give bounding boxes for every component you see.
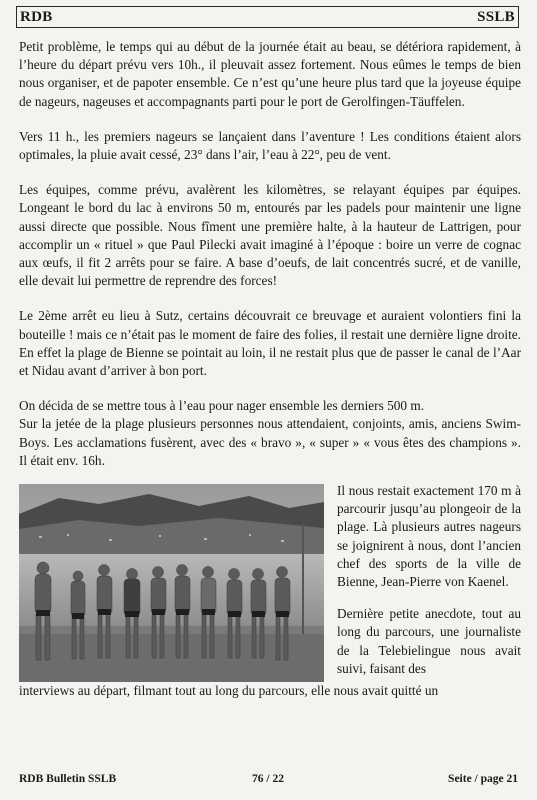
header-right: SSLB (477, 8, 515, 25)
photo-side-text (337, 482, 521, 678)
page-header (16, 6, 519, 28)
paragraph: Il nous restait exactement 170 m à parcourir jusqu’au plongeoir de la plage. Là plusieurs autres nageurs se joignirent à nous, dont l’ancien chef des sports de la ville de Bienne, Jean-Pierre von Kaenel. (337, 483, 521, 590)
paragraph: interviews au départ, filmant tout au long du parcours, elle nous avait quitté un (19, 683, 439, 699)
page-footer (19, 773, 518, 785)
paragraph: Dernière petite anecdote, tout au long du parcours, une journaliste de la Telebielingue nous avait suivi, faisant des (337, 606, 521, 676)
swimmers-group-photo (19, 484, 324, 682)
paragraph: Le 2ème arrêt eu lieu à Sutz, certains découvrait ce breuvage et auraient volontiers fini la bouteille ! mais ce n’était pas le moment de faire des folies, il restait une dernière ligne droite. En effet la plage de Bienne se pointait au loin, il ne restait plus que de passer le canal de l’Aar et Nidau avant d’arriver à bon port. (19, 308, 521, 379)
article-body (19, 38, 521, 717)
footer-right: Seite / page 21 (448, 773, 518, 785)
photo-block (19, 484, 521, 682)
paragraph: Vers 11 h., les premiers nageurs se lançaient dans l’aventure ! Les conditions étaient alors optimales, la pluie avait cessé, 23° dans l’air, l’eau à 22°, peu de vent. (19, 128, 521, 163)
paragraph: Sur la jetée de la plage plusieurs personnes nous attendaient, conjoints, amis, anciens Swim-Boys. Les acclamations fusèrent, avec des « bravo », « super » « vous êtes des champions ». Il était env. 16h. (19, 416, 521, 468)
footer-center: 76 / 22 (252, 773, 284, 785)
header-left: RDB (20, 8, 53, 25)
footer-left: RDB Bulletin SSLB (19, 773, 117, 785)
paragraph: Les équipes, comme prévu, avalèrent les kilomètres, se relayant équipes par équipes. Longeant le bord du lac à environs 50 m, entourés par les padels pour maintenir une ligne aussi directe que possible. Nous fîment une première halte, à la hauteur de Lattrigen, pour accomplir un « rituel » que Paul Pilecki avait imaginé à l’époque : boire un verre de cognac aux œufs, il fit 2 arrêts pour se faire. A base d’oeufs, de lait concentrés sucré, et de vanille, elle devait lui permettre de reprendre des forces! (19, 182, 521, 289)
paragraph: On décida de se mettre tous à l’eau pour nager ensemble les derniers 500 m. (19, 398, 425, 414)
paragraph: Petit problème, le temps qui au début de la journée était au beau, se détériora rapidement, à l’heure du départ prévu vers 10h., il pleuvait assez fortement. Nous eûmes le temps de bien nous organiser, et de papoter ensemble. Ce n’est qu’une heure plus tard que la joyeuse équipe de nageurs, nageuses et accompagnants parti pour le port de Gerolfingen-Täuffelen. (19, 39, 521, 109)
